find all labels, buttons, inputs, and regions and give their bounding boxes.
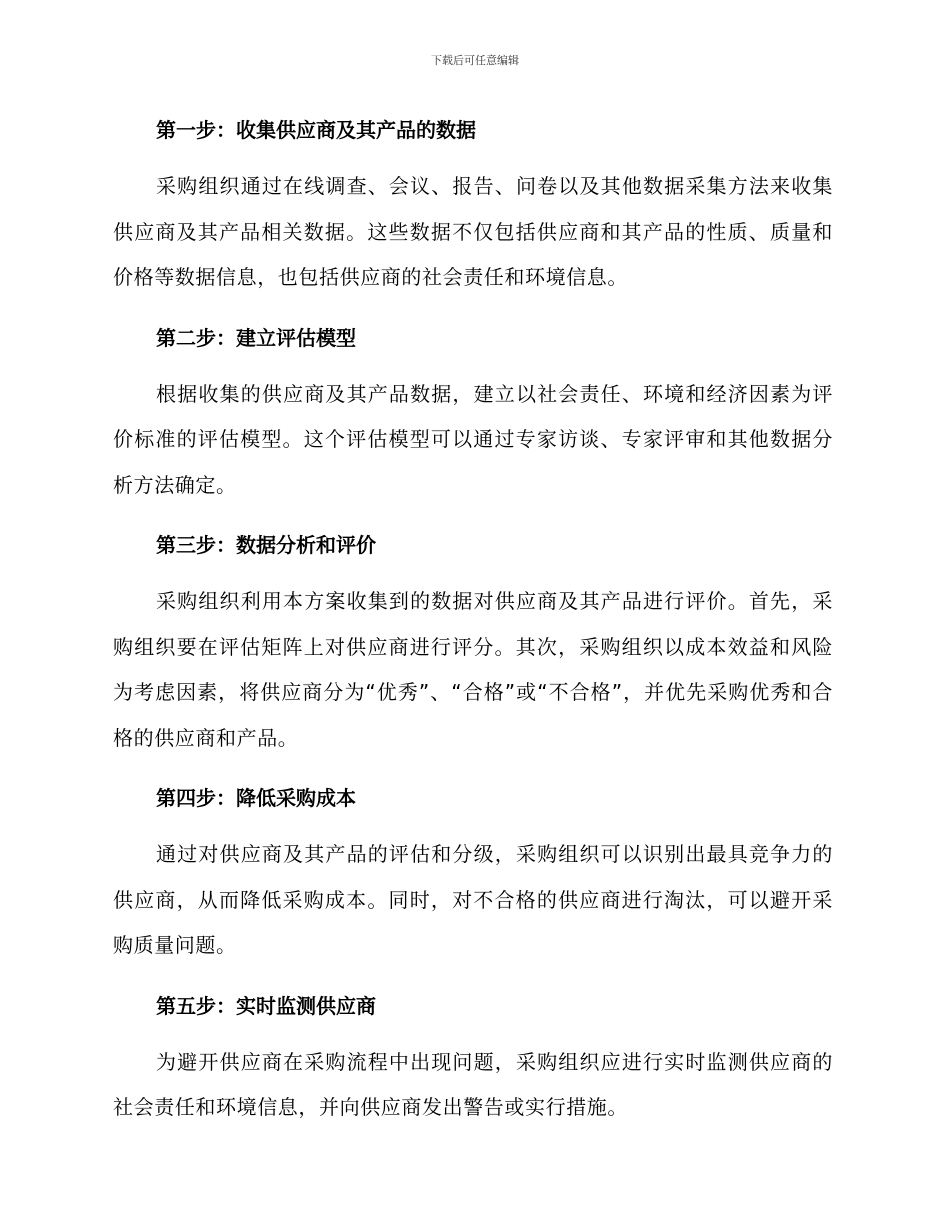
section-paragraph: 通过对供应商及其产品的评估和分级，采购组织可以识别出最具竞争力的供应商，从而降低采购成本。同时，对不合格的供应商进行淘汰，可以避开采购质量问题。 xyxy=(113,842,833,957)
section-paragraph: 根据收集的供应商及其产品数据，建立以社会责任、环境和经济因素为评价标准的评估模型。这个评估模型可以通过专家访谈、专家评审和其他数据分析方法确定。 xyxy=(113,381,833,497)
section-heading: 第五步：实时监测供应商 xyxy=(156,993,376,1018)
section-paragraph: 为避开供应商在采购流程中出现问题，采购组织应进行实时监测供应商的社会责任和环境信息，并向供应商发出警告或实行措施。 xyxy=(113,1049,833,1119)
section-heading: 第三步：数据分析和评价 xyxy=(156,533,376,557)
page-header: 下载后可任意编辑 xyxy=(431,54,519,67)
section-step-5 xyxy=(113,984,833,1131)
section-step-2 xyxy=(113,316,833,509)
section-paragraph: 采购组织通过在线调查、会议、报告、问卷以及其他数据采集方法来收集供应商及其产品相关数据。这些数据不仅包括供应商和其产品的性质、质量和价格等数据信息，也包括供应商的社会责任和环境信息。 xyxy=(113,174,833,289)
section-heading: 第四步：降低采购成本 xyxy=(156,786,356,810)
section-step-3 xyxy=(113,523,833,761)
document-body xyxy=(113,108,833,1146)
section-heading: 第一步：收集供应商及其产品的数据 xyxy=(156,118,476,142)
section-paragraph: 采购组织利用本方案收集到的数据对供应商及其产品进行评价。首先，采购组织要在评估矩阵上对供应商进行评分。其次，采购组织以成本效益和风险为考虑因素，将供应商分为“优秀”、“合格”或“不合格”，并优先采购优秀和合格的供应商和产品。 xyxy=(113,589,833,750)
section-heading: 第二步：建立评估模型 xyxy=(156,325,356,350)
section-step-4 xyxy=(113,776,833,969)
section-step-1 xyxy=(113,108,833,301)
